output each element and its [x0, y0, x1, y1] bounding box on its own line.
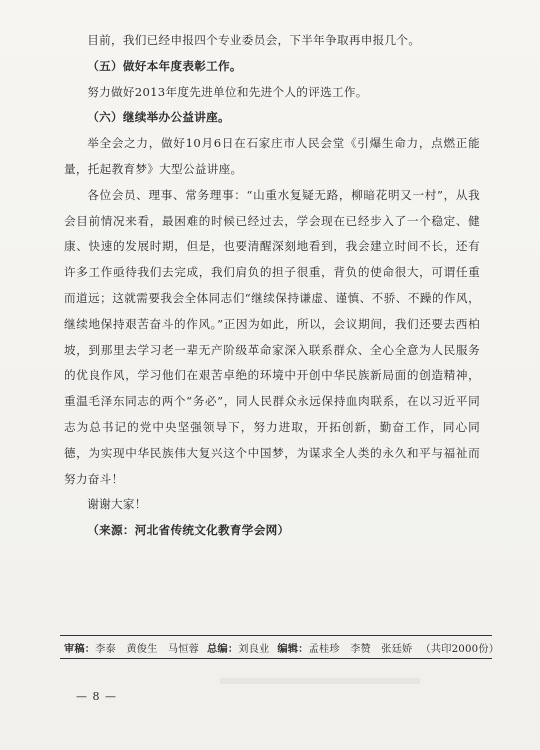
compile-names: 孟桂珍 李赞 张廷娇	[308, 644, 413, 655]
credits-line	[64, 640, 500, 655]
heading-lectures: （六）继续举办公益讲座。	[87, 110, 230, 125]
editor-label: 总编：	[207, 643, 239, 655]
review-label: 审稿：	[64, 643, 96, 655]
footer-rule-bottom	[60, 658, 492, 659]
bleed-through	[220, 678, 420, 684]
paragraph-thanks: 谢谢大家！	[87, 497, 147, 512]
paragraph-lecture: 举全会之力，做好10月6日在石家庄市人民会堂《引爆生命力，点燃正能量，托起教育梦》大型公益讲座。	[64, 136, 480, 176]
paragraph-address: 各位会员、理事、常务理事：“山重水复疑无路，柳暗花明又一村”，从我会目前情况来看，最困难的时候已经过去，学会现在已经步入了一个稳定、健康、快速的发展时期，但是，也要清醒深刻地看到，我会建立时间不长，还有许多工作亟待我们去完成，我们肩负的担子很重，背负的使命很大，可谓任重而道远；这就需要我会全体同志们“继续保持谦虚、谨慎、不骄、不躁的作风，继续地保持艰苦奋斗的作风。”正因为如此，所以，会议期间，我们还要去西柏坡，到那里去学习老一辈无产阶级革命家深入联系群众、全心全意为人民服务的优良作风，学习他们在艰苦卓绝的环境中开创中华民族新局面的创造精神，重温毛泽东同志的两个“务必”，同人民群众永远保持血肉联系，在以习近平同志为总书记的党中央坚强领导下，努力进取，开拓创新，勤奋工作，同心同德，为实现中华民族伟大复兴这个中国梦，为谋求全人类的永久和平与福祉而努力奋斗！	[64, 187, 480, 486]
footer-rule-top	[60, 635, 492, 636]
paragraph-committees: 目前，我们已经申报四个专业委员会，下半年争取再申报几个。	[87, 33, 421, 47]
source-line: （来源：河北省传统文化教育学会网）	[87, 523, 290, 538]
print-count: （共印2000份）	[420, 644, 500, 655]
page-number: — 8 —	[76, 690, 117, 703]
paragraph-awards: 努力做好2013年度先进单位和先进个人的评选工作。	[87, 84, 368, 99]
review-names: 李泰 黄俊生 马恒蓉	[95, 644, 200, 655]
heading-awards: （五）做好本年度表彰工作。	[87, 58, 242, 73]
editor-names: 刘良业	[238, 644, 270, 655]
compile-label: 编辑：	[277, 643, 309, 655]
body-text	[64, 28, 480, 544]
